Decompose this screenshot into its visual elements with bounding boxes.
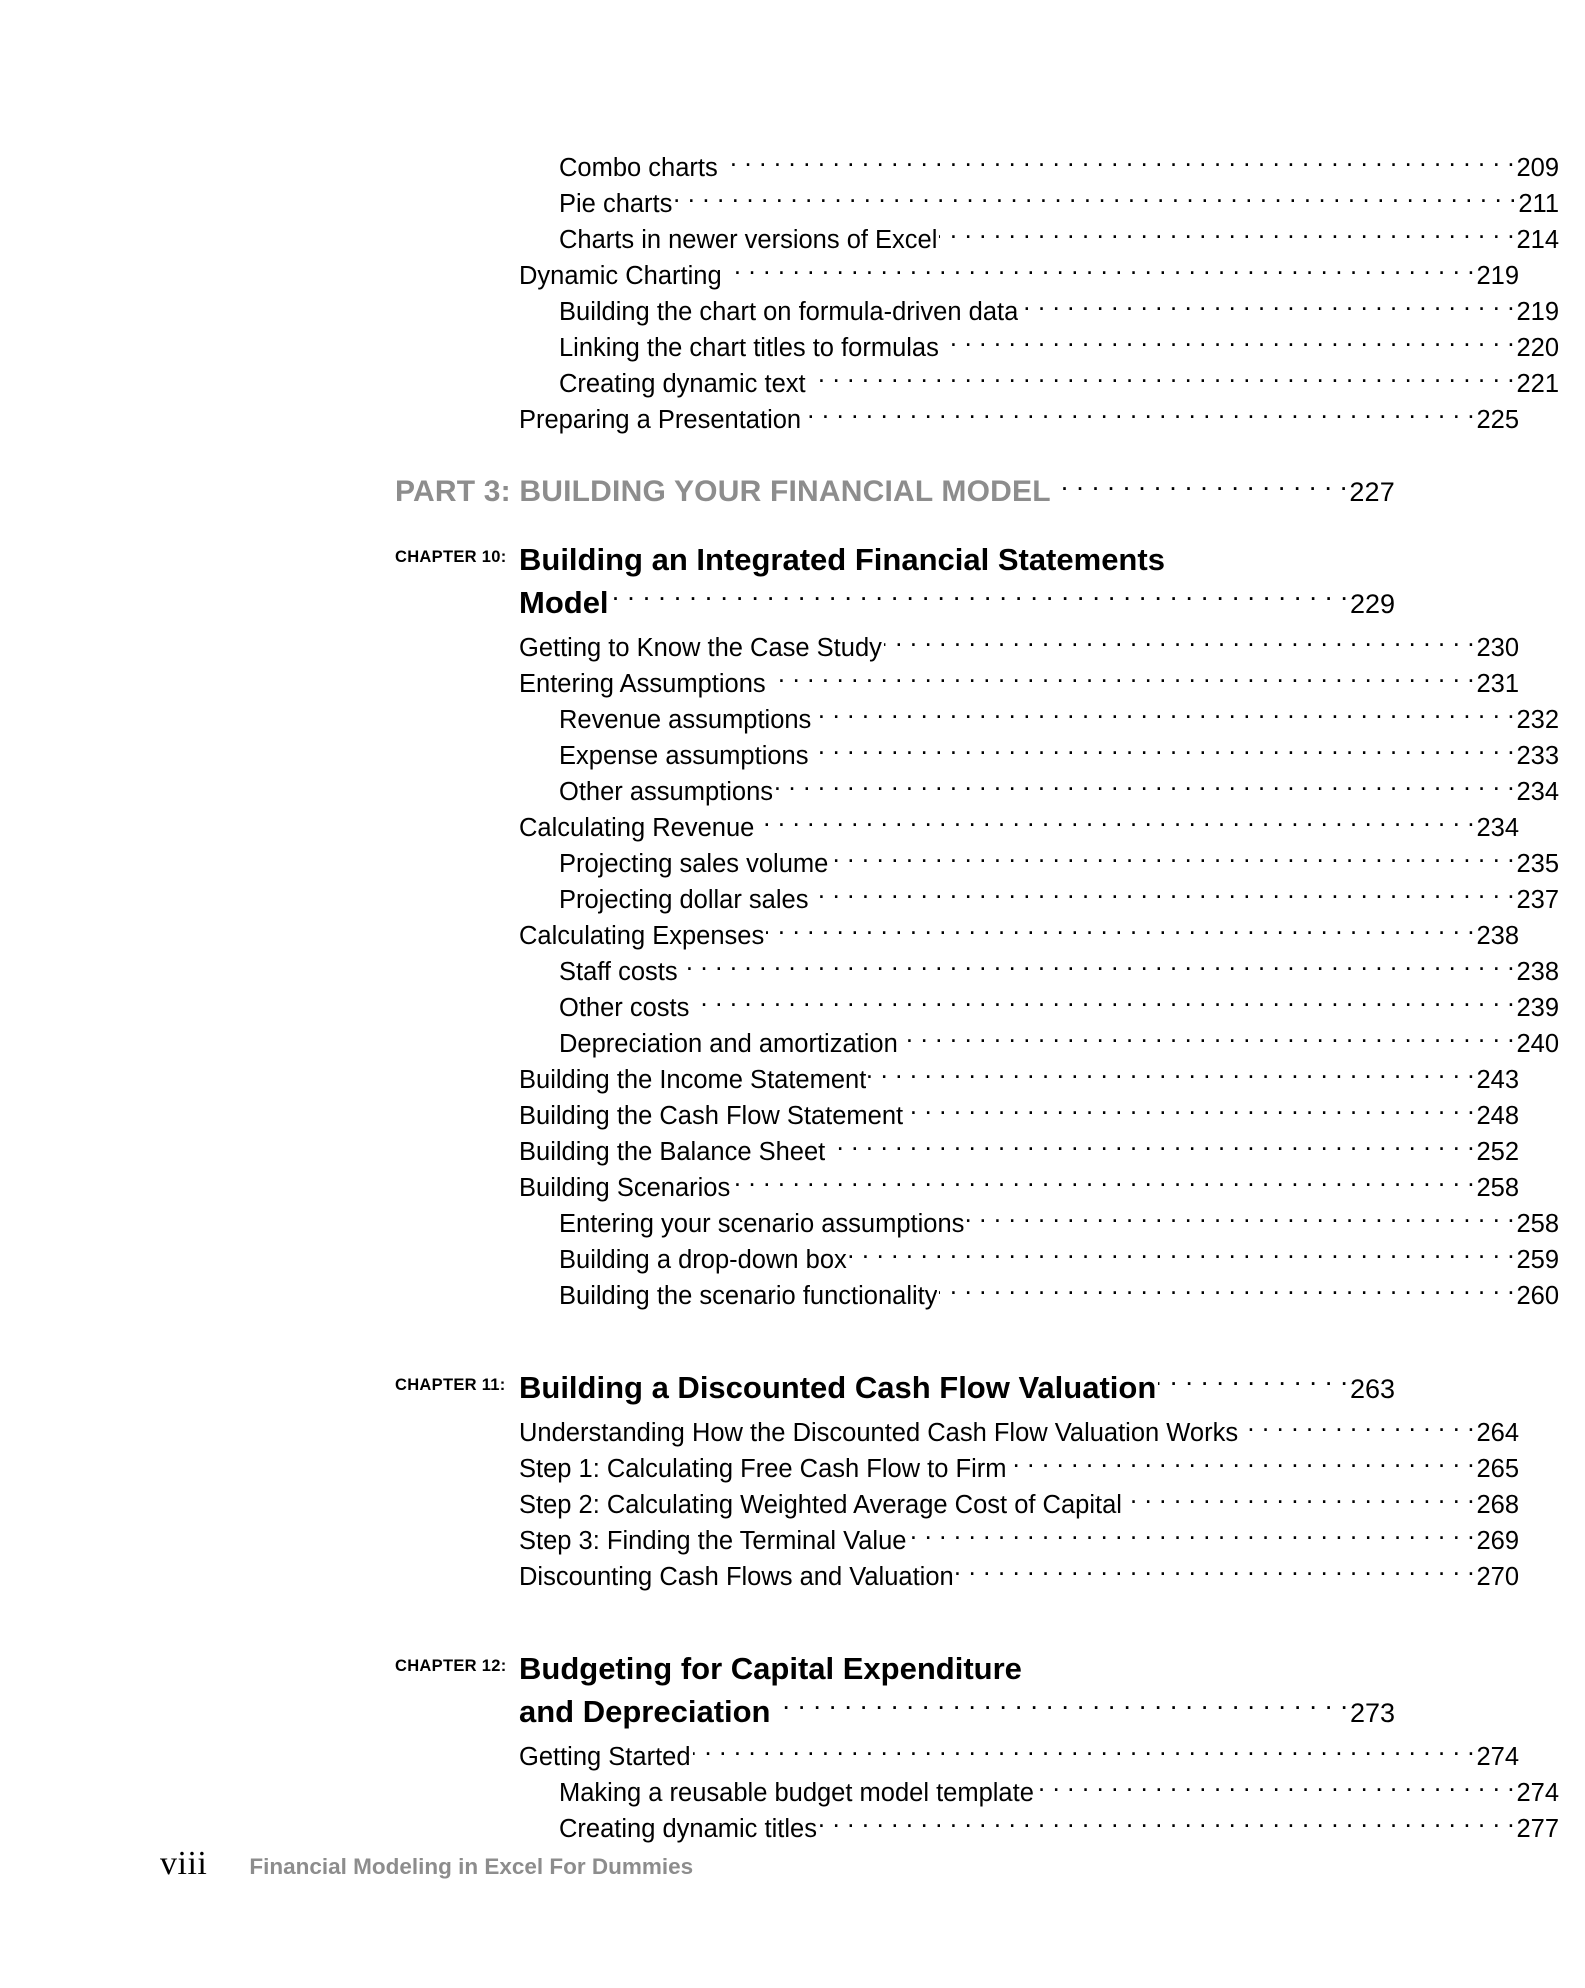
toc-entry-level-2[interactable]: [395, 1242, 1559, 1278]
toc-entry-page: 252: [1476, 1138, 1519, 1166]
toc-entry-level-2[interactable]: [395, 882, 1559, 918]
dot-leader: [1240, 1416, 1474, 1442]
toc-entry-page: 233: [1516, 742, 1559, 770]
toc-entry-level-2[interactable]: [395, 846, 1559, 882]
toc-chapter-heading[interactable]: [395, 1366, 1395, 1411]
toc-entry-level-1[interactable]: [395, 1739, 1519, 1775]
dot-leader: [803, 403, 1474, 429]
dot-leader: [691, 991, 1514, 1017]
dot-leader: [830, 847, 1514, 873]
dot-leader: [720, 151, 1515, 177]
chapter-number-label: CHAPTER 11:: [395, 1376, 506, 1394]
toc-entry-level-1[interactable]: [395, 1098, 1519, 1134]
toc-entry-level-2[interactable]: [395, 366, 1559, 402]
toc-entry-title: Calculating Revenue: [519, 814, 755, 842]
toc-entry-title: Projecting dollar sales: [559, 886, 809, 914]
toc-entry-title: Building a Discounted Cash Flow Valuation: [519, 1370, 1157, 1405]
toc-entry-title: PART 3: BUILDING YOUR FINANCIAL MODEL: [395, 475, 1051, 508]
toc-entry-title: Building the Income Statement: [519, 1066, 867, 1094]
dot-leader: [1053, 471, 1348, 501]
chapter-title-row: Building an Integrated Financial Statements: [519, 542, 1165, 577]
dot-leader: [808, 367, 1515, 393]
dot-leader: [908, 1524, 1474, 1550]
toc-entry-page: 229: [1349, 589, 1395, 619]
dot-leader: [810, 739, 1514, 765]
chapter-title-block: [395, 1366, 1395, 1411]
toc-entry-level-2[interactable]: [395, 150, 1559, 186]
toc-entry-level-1[interactable]: [395, 1415, 1519, 1451]
toc-entry-level-1[interactable]: [395, 630, 1519, 666]
toc-entry-title: Getting Started: [519, 1743, 691, 1771]
dot-leader: [939, 1279, 1514, 1305]
chapter-title-row[interactable]: [519, 581, 1395, 626]
toc-entry-title: Pie charts: [559, 190, 673, 218]
toc-entry-page: 230: [1476, 634, 1519, 662]
dot-leader: [1036, 1776, 1515, 1802]
toc-entry-title: Entering Assumptions: [519, 670, 766, 698]
toc-chapter-heading[interactable]: [395, 538, 1395, 626]
dot-leader: [773, 1691, 1348, 1722]
chapter-title-row: Budgeting for Capital Expenditure: [519, 1651, 1022, 1686]
toc-entry-page: 225: [1476, 406, 1519, 434]
toc-entry-title: Charts in newer versions of Excel: [559, 226, 938, 254]
toc-entry-page: 232: [1516, 706, 1559, 734]
toc-entry-page: 265: [1476, 1455, 1519, 1483]
dot-leader: [766, 919, 1474, 945]
toc-entry-page: 274: [1476, 1743, 1519, 1771]
dot-leader: [611, 582, 1348, 613]
toc-entry-level-1[interactable]: [395, 1134, 1519, 1170]
toc-entry-page: 239: [1516, 994, 1559, 1022]
toc-entry-page: 259: [1516, 1246, 1559, 1274]
toc-entry-title: Revenue assumptions: [559, 706, 812, 734]
dot-leader: [849, 1243, 1515, 1269]
toc-entry-page: 238: [1516, 958, 1559, 986]
toc-entry-title: Combo charts: [559, 154, 718, 182]
toc-entry-page: 219: [1516, 298, 1559, 326]
dot-leader: [693, 1740, 1475, 1766]
toc-entry-level-2[interactable]: [395, 1278, 1559, 1314]
chapter-title-row[interactable]: [519, 1366, 1395, 1411]
dot-leader: [1020, 295, 1514, 321]
toc-entry-level-2[interactable]: [395, 186, 1559, 222]
toc-entry-level-2[interactable]: [395, 990, 1559, 1026]
toc-entry-level-2[interactable]: [395, 774, 1559, 810]
toc-entry-page: 221: [1516, 370, 1559, 398]
toc-entry-page: 258: [1476, 1174, 1519, 1202]
toc-entry-title: Expense assumptions: [559, 742, 809, 770]
toc-entry-level-1[interactable]: [395, 258, 1519, 294]
toc-entry-page: 235: [1516, 850, 1559, 878]
toc-entry-page: 220: [1516, 334, 1559, 362]
toc-entry-title: Dynamic Charting: [519, 262, 722, 290]
dot-leader: [1124, 1488, 1475, 1514]
toc-entry-page: 234: [1516, 778, 1559, 806]
toc-entry-page: 268: [1476, 1491, 1519, 1519]
dot-leader: [1009, 1452, 1475, 1478]
toc-entry-page: 240: [1516, 1030, 1559, 1058]
toc-entry-page: 248: [1476, 1102, 1519, 1130]
toc-entry-page: 258: [1516, 1210, 1559, 1238]
dot-leader: [732, 1171, 1474, 1197]
dot-leader: [956, 1560, 1475, 1586]
toc-entry-page: 243: [1476, 1066, 1519, 1094]
chapter-title-block: [395, 538, 1395, 626]
toc-entry-page: 234: [1476, 814, 1519, 842]
toc-entry-level-2[interactable]: [395, 954, 1559, 990]
dot-leader: [819, 1812, 1515, 1838]
toc-entry-title: Building the Balance Sheet: [519, 1138, 826, 1166]
toc-entry-page: 214: [1516, 226, 1559, 254]
chapter-title-row[interactable]: [519, 1690, 1395, 1735]
toc-body: [395, 150, 1559, 1847]
toc-entry-level-2[interactable]: [395, 1026, 1559, 1062]
toc-entry-level-2[interactable]: [395, 222, 1559, 258]
toc-entry-page: 270: [1476, 1563, 1519, 1591]
toc-entry-level-1[interactable]: [395, 810, 1519, 846]
toc-entry-title: Understanding How the Discounted Cash Flow Valuation Works: [519, 1419, 1239, 1447]
toc-part-heading[interactable]: [395, 471, 1395, 512]
toc-entry-page: 269: [1476, 1527, 1519, 1555]
section-spacer: [395, 1314, 1395, 1340]
toc-entry-title: Staff costs: [559, 958, 678, 986]
dot-leader: [756, 811, 1474, 837]
chapter-title-block: [395, 1647, 1395, 1735]
toc-entry-page: 273: [1349, 1698, 1395, 1728]
toc-entry-level-1[interactable]: [395, 1451, 1519, 1487]
toc-entry-level-2[interactable]: [395, 738, 1559, 774]
toc-entry-level-1[interactable]: [395, 1559, 1519, 1595]
toc-entry-level-2[interactable]: [395, 294, 1559, 330]
page-footer: [160, 1845, 693, 1883]
toc-entry-title: Building the Cash Flow Statement: [519, 1102, 904, 1130]
dot-leader: [775, 775, 1514, 801]
toc-entry-level-1[interactable]: [395, 1062, 1519, 1098]
toc-entry-page: 277: [1516, 1815, 1559, 1843]
chapter-number-label: CHAPTER 10:: [395, 548, 507, 566]
toc-entry-level-2[interactable]: [395, 330, 1559, 366]
dot-leader: [939, 223, 1514, 249]
running-head-title: Financial Modeling in Excel For Dummies: [249, 1854, 694, 1879]
toc-entry-title: Other assumptions: [559, 778, 774, 806]
toc-entry-title: Step 1: Calculating Free Cash Flow to Firm: [519, 1455, 1007, 1483]
toc-entry-page: 237: [1516, 886, 1559, 914]
chapter-number-label: CHAPTER 12:: [395, 1657, 507, 1675]
toc-entry-page: 227: [1349, 477, 1395, 507]
dot-leader: [810, 883, 1514, 909]
dot-leader: [768, 667, 1475, 693]
toc-entry-level-1[interactable]: [395, 918, 1519, 954]
toc-entry-level-2[interactable]: [395, 702, 1559, 738]
dot-leader: [724, 259, 1475, 285]
toc-entry-level-2[interactable]: [395, 1811, 1559, 1847]
toc-entry-level-1[interactable]: [395, 666, 1519, 702]
toc-entry-title: and Depreciation: [519, 1694, 771, 1729]
dot-leader: [905, 1099, 1474, 1125]
toc-entry-title: Entering your scenario assumptions: [559, 1210, 965, 1238]
toc-entry-title: Calculating Expenses: [519, 922, 765, 950]
dot-leader: [884, 631, 1475, 657]
toc-entry-level-1[interactable]: [395, 402, 1519, 438]
toc-entry-title: Model: [519, 585, 609, 620]
toc-entry-title: Building Scenarios: [519, 1174, 731, 1202]
toc-entry-title: Depreciation and amortization: [559, 1030, 898, 1058]
toc-chapter-heading[interactable]: [395, 1647, 1395, 1735]
folio-page-number: viii: [160, 1845, 208, 1882]
toc-entry-level-1[interactable]: [395, 1487, 1519, 1523]
toc-entry-title: Other costs: [559, 994, 690, 1022]
toc-entry-page: 264: [1476, 1419, 1519, 1447]
dot-leader: [680, 955, 1515, 981]
toc-entry-page: 231: [1476, 670, 1519, 698]
toc-entry-level-1[interactable]: [395, 1170, 1519, 1206]
toc-entry-title: Preparing a Presentation: [519, 406, 802, 434]
toc-entry-title: Linking the chart titles to formulas: [559, 334, 939, 362]
toc-entry-page: 219: [1476, 262, 1519, 290]
toc-entry-title: Creating dynamic text: [559, 370, 806, 398]
toc-entry-title: Step 2: Calculating Weighted Average Cost of Capital: [519, 1491, 1122, 1519]
toc-entry-page: 260: [1516, 1282, 1559, 1310]
dot-leader: [1158, 1367, 1348, 1398]
toc-entry-title: Discounting Cash Flows and Valuation: [519, 1563, 954, 1591]
toc-entry-title: Step 3: Finding the Terminal Value: [519, 1527, 907, 1555]
toc-entry-page: 263: [1349, 1374, 1395, 1404]
toc-entry-page: 209: [1516, 154, 1559, 182]
toc-entry-page: 238: [1476, 922, 1519, 950]
toc-entry-page: 274: [1516, 1779, 1559, 1807]
toc-entry-title: Building the scenario functionality: [559, 1282, 938, 1310]
section-spacer: [395, 1595, 1395, 1621]
dot-leader: [813, 703, 1514, 729]
toc-entry-title: Projecting sales volume: [559, 850, 829, 878]
toc-entry-level-2[interactable]: [395, 1206, 1559, 1242]
dot-leader: [827, 1135, 1474, 1161]
dot-leader: [966, 1207, 1514, 1233]
dot-leader: [674, 187, 1516, 213]
toc-entry-title: Creating dynamic titles: [559, 1815, 817, 1843]
toc-entry-title: Building a drop-down box: [559, 1246, 847, 1274]
dot-leader: [941, 331, 1515, 357]
toc-entry-title: Building the chart on formula-driven data: [559, 298, 1019, 326]
dot-leader: [868, 1063, 1474, 1089]
toc-entry-level-1[interactable]: [395, 1523, 1519, 1559]
dot-leader: [900, 1027, 1515, 1053]
toc-entry-level-2[interactable]: [395, 1775, 1559, 1811]
toc-entry-title: Getting to Know the Case Study: [519, 634, 882, 662]
toc-entry-title: Making a reusable budget model template: [559, 1779, 1034, 1807]
toc-entry-page: 211: [1518, 190, 1559, 218]
